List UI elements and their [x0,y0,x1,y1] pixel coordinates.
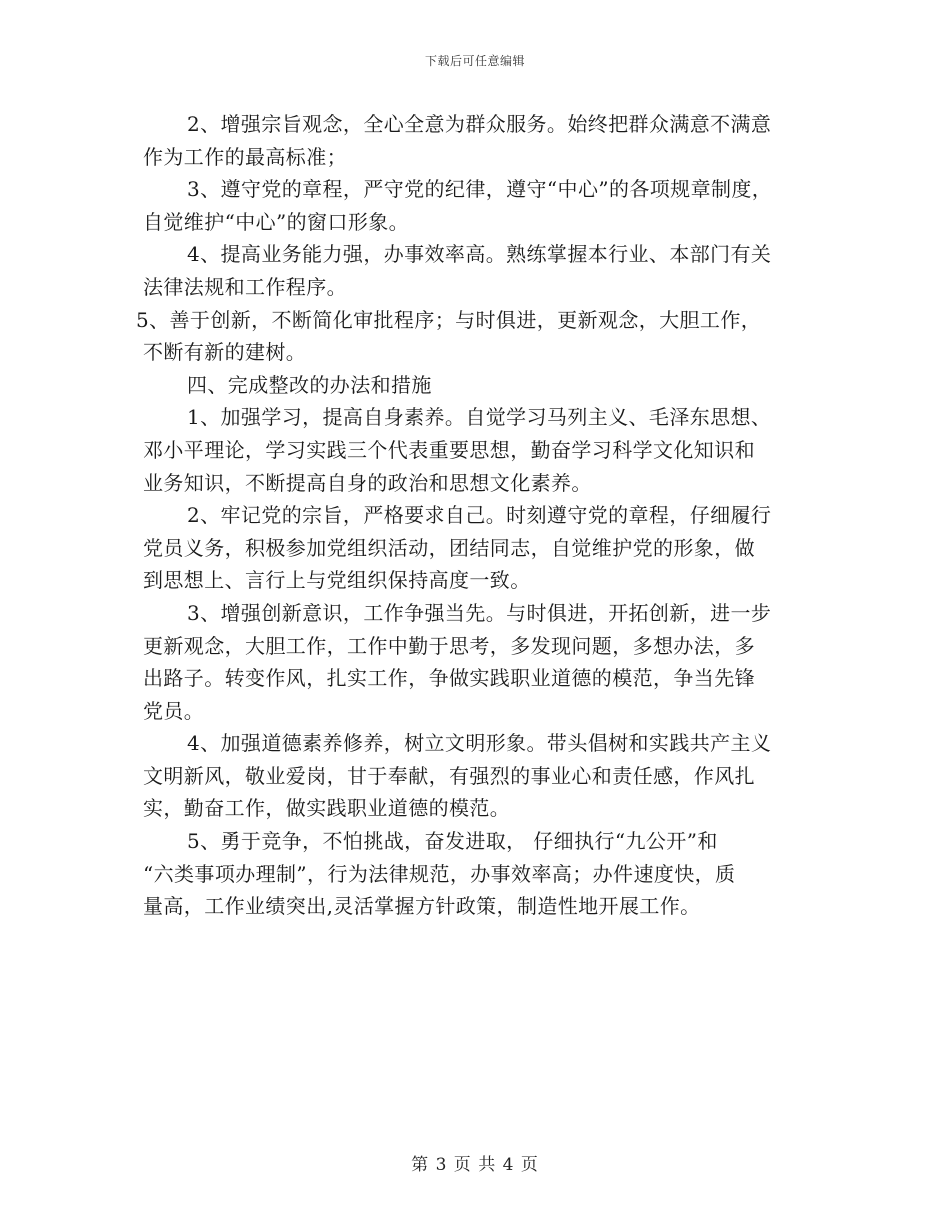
text-line: 3、增强创新意识，工作争强当先。与时俱进，开拓创新，进一步 [187,600,772,625]
text-line: 党员。 [143,698,205,723]
text-line: 到思想上、言行上与党组织保持高度一致。 [143,568,531,593]
text-line: 业务知识，不断提高自身的政治和思想文化素养。 [143,470,592,495]
text-line: 量高，工作业绩突出,灵活掌握方针政策，制造性地开展工作。 [143,894,701,919]
text-line: 1、加强学习，提高自身素养。自觉学习马列主义、毛泽东思想、 [187,405,772,430]
text-line: 党员义务，积极参加党组织活动，团结同志，自觉维护党的形象，做 [143,535,755,560]
text-line: “六类事项办理制”，行为法律规范，办事效率高；办件速度快，质 [143,861,736,886]
text-line: 法律法规和工作程序。 [143,274,347,299]
text-line: 实，勤奋工作，做实践职业道德的模范。 [143,796,511,821]
text-line: 不断有新的建树。 [143,340,307,365]
text-line: 邓小平理论，学习实践三个代表重要思想，勤奋学习科学文化知识和 [143,437,755,462]
text-line: 出路子。转变作风，扎实工作，争做实践职业道德的模范，争当先锋 [143,666,755,691]
text-line: 5、善于创新，不断简化审批程序；与时俱进，更新观念，大胆工作， [136,307,762,332]
page-number: 第 3 页 共 4 页 [411,1155,539,1175]
text-line: 3、遵守党的章程，严守党的纪律，遵守“中心”的各项规章制度， [187,177,773,202]
document-body [136,108,820,923]
text-line: 4、加强道德素养修养，树立文明形象。带头倡树和实践共产主义 [187,731,772,756]
text-line: 作为工作的最高标准； [143,144,347,169]
text-line: 4、提高业务能力强，办事效率高。熟练掌握本行业、本部门有关 [187,242,772,267]
text-line: 2、增强宗旨观念，全心全意为群众服务。始终把群众满意不满意 [187,112,772,136]
section-heading: 四、完成整改的办法和措施 [187,372,432,397]
text-line: 2、牢记党的宗旨，严格要求自己。时刻遵守党的章程，仔细履行 [187,503,772,528]
text-line: 5、勇于竞争，不怕挑战，奋发进取， 仔细执行“九公开”和 [187,829,718,854]
text-line: 自觉维护“中心”的窗口形象。 [143,209,410,234]
text-line: 更新观念，大胆工作，工作中勤于思考，多发现问题，多想办法，多 [143,633,755,658]
page-header: 下载后可任意编辑 [424,54,525,68]
text-line: 文明新风，敬业爱岗，甘于奉献，有强烈的事业心和责任感，作风扎 [143,763,755,788]
